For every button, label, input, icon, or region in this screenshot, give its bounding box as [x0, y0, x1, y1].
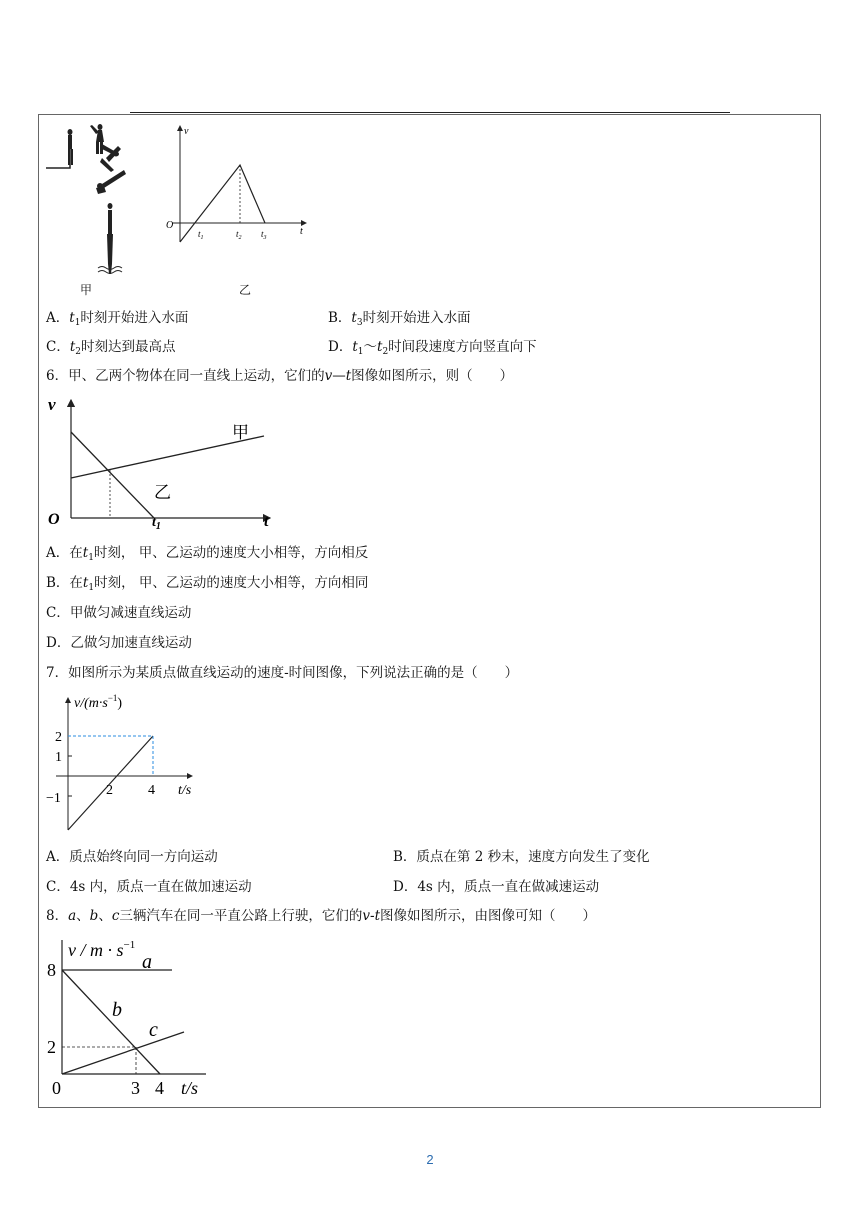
q6-option-b[interactable]: B．在$t_1$时刻， 甲、乙运动的速度大小相等，方向相同 [46, 575, 369, 593]
q6-tick-t1: $t_1$ [152, 515, 161, 532]
q7-vt-graph [46, 690, 206, 840]
q6-t-axis-label: t [264, 513, 269, 530]
q5-option-b[interactable]: B．$t_3$时刻开始进入水面 [328, 310, 471, 328]
page-number: 2 [426, 1152, 434, 1167]
q7-option-c[interactable]: C．4s 内，质点一直在做加速运动 [46, 879, 252, 895]
q8-x-tick-4: 4 [155, 1078, 164, 1098]
q7-y-tick-2: 2 [55, 730, 62, 745]
q6-line-yi-label: 乙 [154, 483, 171, 502]
q8-x-tick-3: 3 [131, 1078, 140, 1098]
q8-y-tick-8: 8 [47, 960, 56, 980]
figure-yi-label: 乙 [239, 283, 252, 297]
q7-stem: 7．如图所示为某质点做直线运动的速度-时间图像，下列说法正确的是（ ） [46, 665, 519, 681]
q5-tick-t2: $t_2$ [236, 229, 242, 241]
q5-option-a[interactable]: A．$t_1$时刻开始进入水面 [46, 310, 189, 328]
q5-vt-graph [160, 120, 320, 250]
q6-line-jia-label: 甲 [232, 423, 249, 442]
q8-y-tick-2: 2 [47, 1037, 56, 1057]
q7-v-axis-label: $v/(m\cdot s^{-1})$ [74, 693, 123, 711]
q8-vt-graph [46, 934, 226, 1099]
q5-option-d[interactable]: D．$t_1\sim t_2$时间段速度方向竖直向下 [328, 339, 537, 357]
q5-option-c[interactable]: C．$t_2$时刻达到最高点 [46, 339, 176, 357]
q7-x-tick-4: 4 [148, 783, 155, 798]
q6-option-c[interactable]: C．甲做匀减速直线运动 [46, 605, 192, 621]
q6-option-d[interactable]: D．乙做匀加速直线运动 [46, 635, 192, 651]
q7-y-tick-neg1: −1 [46, 791, 61, 806]
q8-stem: 8．a、b、c三辆汽车在同一平直公路上行驶，它们的v-t图像如图所示，由图像可知（ ） [46, 908, 596, 924]
q5-v-axis-label: v [184, 126, 189, 137]
q7-t-axis-label: t/s [178, 783, 192, 798]
q8-line-c-label: c [149, 1019, 158, 1041]
diver-sequence-figure [44, 122, 134, 282]
figure-jia-label: 甲 [80, 283, 93, 297]
q5-t-axis-label: t [300, 226, 303, 237]
q6-option-a[interactable]: A．在$t_1$时刻， 甲、乙运动的速度大小相等，方向相反 [46, 545, 369, 563]
q6-vt-graph [46, 394, 286, 534]
q5-tick-t1: $t_1$ [198, 229, 204, 241]
q8-x-tick-0: 0 [52, 1078, 61, 1098]
q7-y-tick-1: 1 [55, 750, 62, 765]
q8-line-a-label: a [142, 951, 152, 973]
q8-t-axis-label: t/s [181, 1078, 199, 1098]
q7-option-b[interactable]: B．质点在第 2 秒末，速度方向发生了变化 [393, 849, 650, 865]
q5-tick-t3: $t_3$ [261, 229, 267, 241]
q8-v-axis-label: $v / m \cdot s^{-1}$ [68, 939, 136, 960]
q7-option-d[interactable]: D．4s 内，质点一直在做减速运动 [393, 879, 600, 895]
header-rule [130, 112, 730, 113]
q6-origin-label: O [48, 511, 60, 528]
q8-line-b-label: b [112, 999, 122, 1021]
q7-x-tick-2: 2 [106, 783, 113, 798]
q5-origin-label: O [166, 220, 174, 231]
q6-v-axis-label: v [48, 395, 56, 414]
q6-stem: 6．甲、乙两个物体在同一直线上运动，它们的v—t图像如图所示，则（ ） [46, 368, 514, 384]
q7-option-a[interactable]: A．质点始终向同一方向运动 [46, 849, 218, 865]
